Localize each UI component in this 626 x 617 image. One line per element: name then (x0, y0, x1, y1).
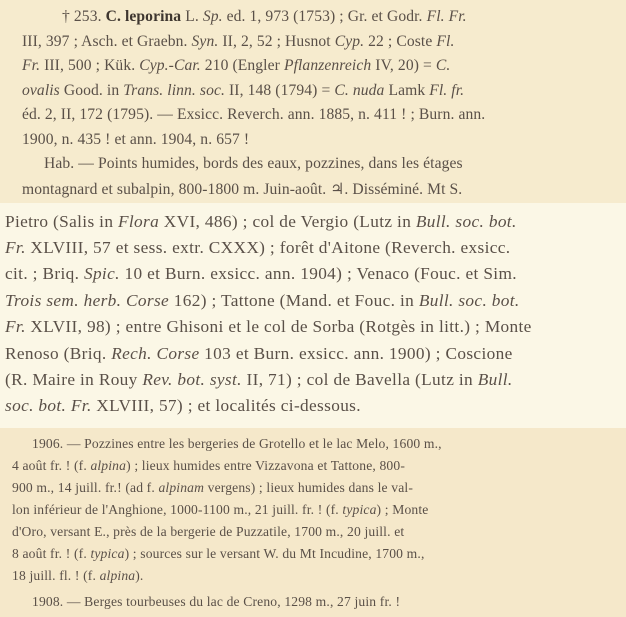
record-line-1: 1906. — Pozzines entre les bergeries de Grotello et le lac Melo, 1600 m., (32, 436, 442, 451)
habitat-line-1: Hab. — Points humides, bords des eaux, pozzines, dans les étages (44, 155, 463, 172)
record-line-7: 18 juill. fl. ! (f. alpina). (12, 568, 144, 583)
para-line-5: Fr. XLVII, 98) ; entre Ghisoni et le col de Sorba (Rotgès in litt.) ; Monte (5, 317, 532, 336)
record-line-2: 4 août fr. ! (f. alpina) ; lieux humides entre Vizzavona et Tattone, 800- (12, 458, 406, 473)
para-line-6: Renoso (Briq. Rech. Corse 103 et Burn. exsicc. ann. 1900) ; Coscione (5, 344, 513, 363)
entry-line-2: III, 397 ; Asch. et Graebn. Syn. II, 2, 52 ; Husnot Cyp. 22 ; Coste Fl. (22, 33, 455, 50)
record-line-5: d'Oro, versant E., près de la bergerie de Puzzatile, 1700 m., 20 juill. et (12, 524, 405, 539)
entry-line-6: 1900, n. 435 ! et ann. 1904, n. 657 ! (22, 131, 250, 148)
entry-line-5: éd. 2, II, 172 (1795). — Exsicc. Reverch. ann. 1885, n. 411 ! ; Burn. ann. (22, 106, 486, 123)
record-line-6: 8 août fr. ! (f. typica) ; sources sur le versant W. du Mt Incudine, 1700 m., (12, 546, 425, 561)
collection-records (0, 428, 626, 617)
record-line-8: 1908. — Berges tourbeuses du lac de Creno, 1298 m., 27 juin fr. ! (32, 594, 401, 609)
synonymy-block (0, 0, 626, 203)
para-line-8: soc. bot. Fr. XLVIII, 57) ; et localités ci-dessous. (5, 396, 361, 415)
localities-paragraph (0, 203, 626, 428)
para-line-2: Fr. XLVIII, 57 et sess. extr. CXXX) ; forêt d'Aitone (Reverch. exsicc. (5, 238, 511, 257)
habitat-line-2: montagnard et subalpin, 800-1800 m. Juin-août. ♃. Disséminé. Mt S. (22, 181, 463, 198)
entry-line-1: † 253. C. leporina L. Sp. ed. 1, 973 (1753) ; Gr. et Godr. Fl. Fr. (62, 8, 467, 25)
entry-line-4: ovalis Good. in Trans. linn. soc. II, 148 (1794) = C. nuda Lamk Fl. fr. (22, 82, 465, 99)
para-line-3: cit. ; Briq. Spic. 10 et Burn. exsicc. ann. 1904) ; Venaco (Fouc. et Sim. (5, 264, 517, 283)
para-line-1: Pietro (Salis in Flora XVI, 486) ; col de Vergio (Lutz in Bull. soc. bot. (5, 212, 517, 231)
record-line-3: 900 m., 14 juill. fr.! (ad f. alpinam vergens) ; lieux humides dans le val- (12, 480, 414, 495)
entry-number: † 253. (62, 8, 102, 25)
para-line-4: Trois sem. herb. Corse 162) ; Tattone (Mand. et Fouc. in Bull. soc. bot. (5, 291, 520, 310)
record-line-4: lon inférieur de l'Anghione, 1000-1100 m., 21 juill. fr. ! (f. typica) ; Monte (12, 502, 429, 517)
species-name: C. leporina (105, 8, 182, 25)
para-line-7: (R. Maire in Rouy Rev. bot. syst. II, 71) ; col de Bavella (Lutz in Bull. (5, 370, 513, 389)
entry-line-3: Fr. III, 500 ; Kük. Cyp.-Car. 210 (Engler Pflanzenreich IV, 20) = C. (22, 57, 451, 74)
